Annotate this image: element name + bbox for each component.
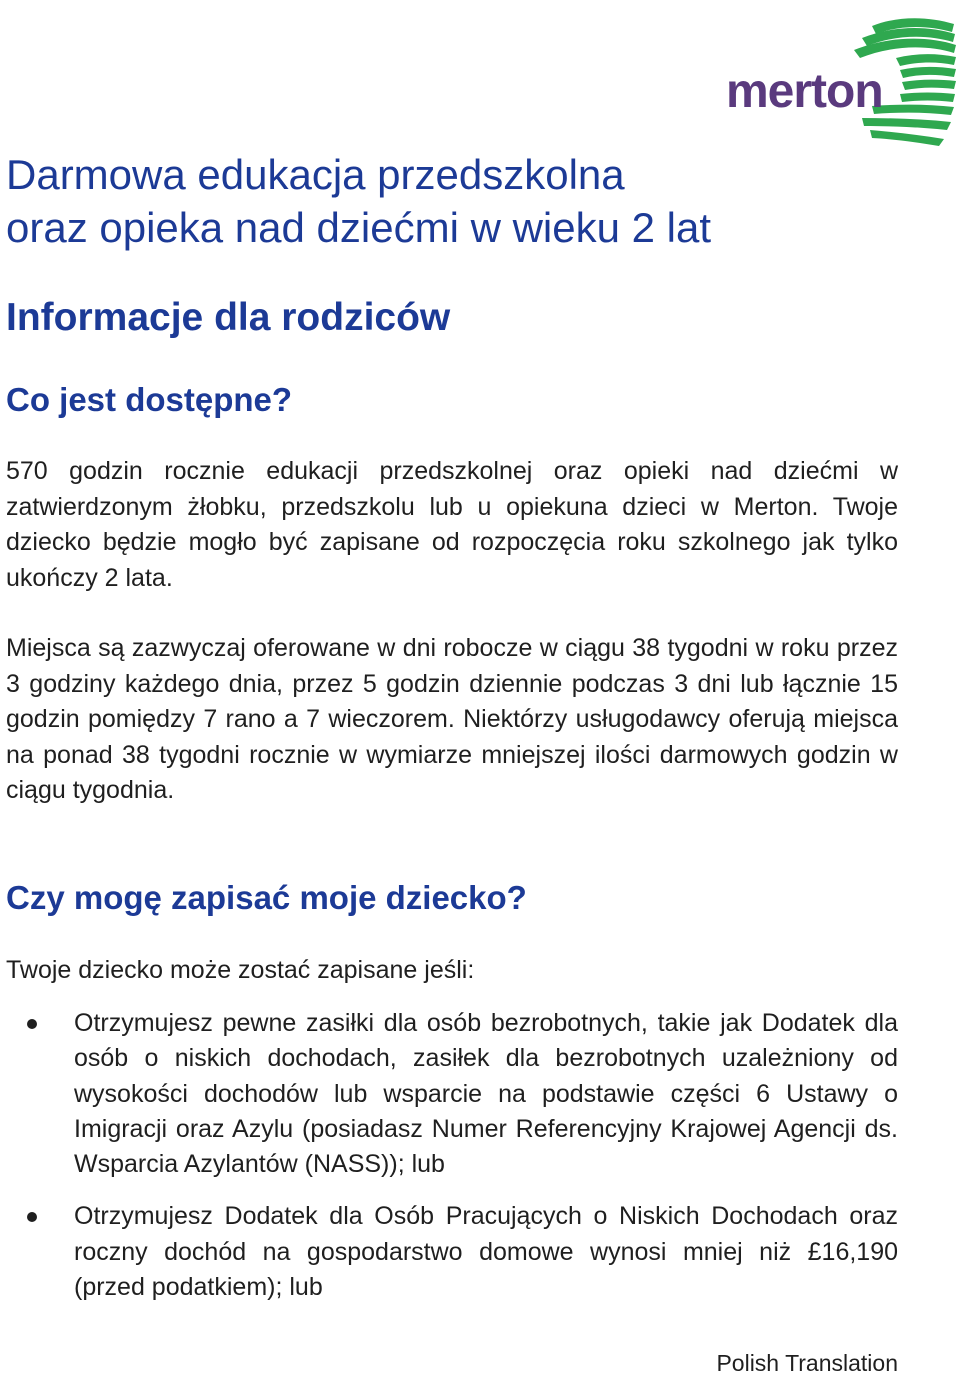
paragraph-hours: 570 godzin rocznie edukacji przedszkolnej oraz opieki nad dziećmi w zatwierdzonym żłobku, przedszkolu lub u opiekuna dzieci w Merton. Twoje dziecko będzie mogło być zapisane od rozpoczęcia roku szkolnego jak tylko ukończy 2 lata. [6,457,898,592]
list-item-text: Otrzymujesz pewne zasiłki dla osób bezrobotnych, takie jak Dodatek dla osób o niskich dochodach, zasiłek dla bezrobotnych uzależniony od wysokości dochodów lub wsparcie na podstawie części 6 Ustawy o Imigracji oraz Azylu (posiadasz Numer Referencyjny Krajowej Agencji ds. Wsparcia Azylantów (NASS)); lub [74,1009,898,1179]
bullet-icon [27,1019,37,1029]
eligibility-list [0,1006,898,1305]
logo-wordmark: merton [726,65,883,118]
title-line-2: oraz opieka nad dziećmi w wieku 2 lat [6,204,712,251]
bullet-icon [27,1212,37,1222]
merton-logo [722,12,958,152]
section-heading-available: Co jest dostępne? [6,381,293,418]
title-line-1: Darmowa edukacja przedszkolna [6,151,625,198]
page-title [6,148,711,254]
paragraph-schedule: Miejsca są zazwyczaj oferowane w dni robocze w ciągu 38 tygodni w roku przez 3 godziny każdego dnia, przez 5 godzin dziennie podczas 3 dni lub łącznie 15 godzin pomiędzy 7 rano a 7 wieczorem. Niektórzy usługodawcy oferują miejsca na ponad 38 tygodni rocznie w wymiarze mniejszej ilości darmowych godzin w ciągu tygodnia. [6,634,898,804]
info-heading: Informacje dla rodziców [6,296,451,339]
list-item [0,1199,898,1305]
section-heading-eligibility: Czy mogę zapisać moje dziecko? [6,879,527,916]
footer-translation-note: Polish Translation [716,1350,898,1376]
eligibility-intro: Twoje dziecko może zostać zapisane jeśli: [6,956,475,984]
list-item-text: Otrzymujesz Dodatek dla Osób Pracujących o Niskich Dochodach oraz roczny dochód na gospodarstwo domowe wynosi mniej niż £16,190 (przed podatkiem); lub [74,1202,898,1302]
list-item [0,1006,898,1182]
